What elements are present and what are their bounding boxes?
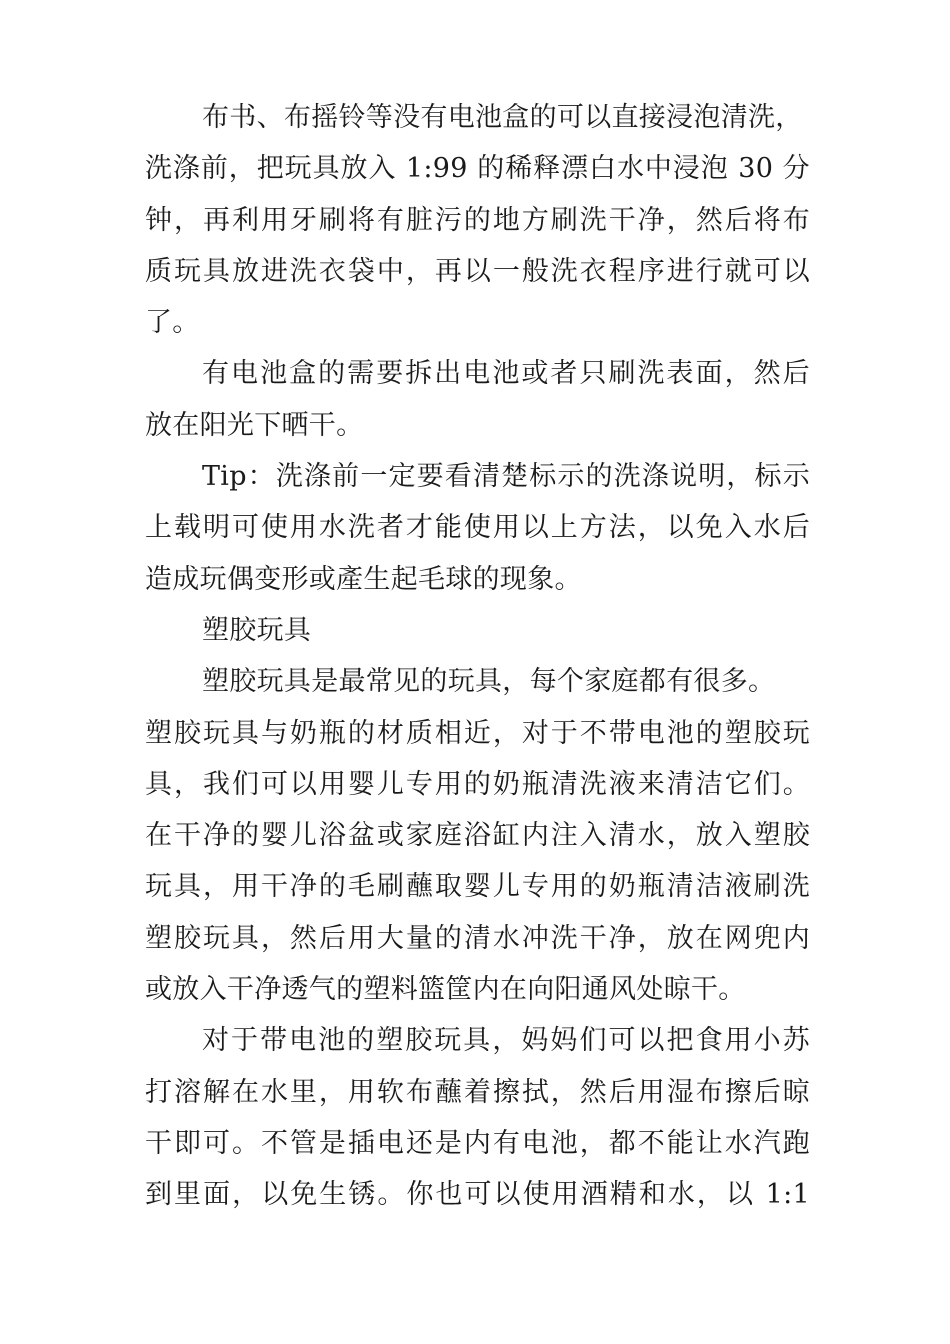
text-line: 玩具，用干净的毛刷蘸取婴儿专用的奶瓶清洁液刷洗 — [145, 871, 810, 903]
text-line: 放在阳光下晒干。 — [145, 409, 364, 441]
text-line: Tip：洗涤前一定要看清楚标示的洗涤说明，标示 — [202, 461, 810, 493]
document-page — [145, 92, 810, 1221]
text-line: 塑胶玩具是最常见的玩具，每个家庭都有很多。 — [202, 666, 776, 698]
text-line: 有电池盒的需要拆出电池或者只刷洗表面，然后 — [202, 358, 810, 390]
text-line: 塑胶玩具与奶瓶的材质相近，对于不带电池的塑胶玩 — [145, 717, 810, 749]
text-line: 具，我们可以用婴儿专用的奶瓶清洗液来清洁它们。 — [145, 768, 810, 800]
paragraph-plastic-toys — [145, 656, 810, 1015]
text-line: 干即可。不管是插电还是内有电池，都不能让水汽跑 — [145, 1127, 810, 1159]
paragraph-tip — [145, 451, 810, 605]
text-line: 或放入干净透气的塑料篮筐内在向阳通风处晾干。 — [145, 974, 746, 1006]
text-line: 钟，再利用牙刷将有脏污的地方刷洗干净，然后将布 — [145, 204, 810, 236]
text-line: 布书、布摇铃等没有电池盒的可以直接浸泡清洗， — [202, 102, 803, 133]
text-line: 在干净的婴儿浴盆或家庭浴缸内注入清水，放入塑胶 — [145, 820, 810, 852]
paragraph-battery-box — [145, 348, 810, 451]
text-line: 造成玩偶变形或產生起毛球的现象。 — [145, 563, 582, 595]
section-heading: 塑胶玩具 — [202, 614, 312, 646]
text-line: 洗涤前，把玩具放入 1:99 的稀释漂白水中浸泡 30 分 — [145, 153, 810, 185]
paragraph-fabric-toys — [145, 92, 810, 348]
text-line: 质玩具放进洗衣袋中，再以一般洗衣程序进行就可以 — [145, 255, 810, 287]
text-line: 了。 — [145, 307, 200, 339]
heading-plastic-toys — [145, 605, 810, 656]
text-line: 打溶解在水里，用软布蘸着擦拭，然后用湿布擦后晾 — [145, 1076, 810, 1108]
text-line: 到里面，以免生锈。你也可以使用酒精和水，以 1:1 — [145, 1179, 810, 1211]
text-line: 对于带电池的塑胶玩具，妈妈们可以把食用小苏 — [202, 1025, 810, 1057]
paragraph-battery-plastic-toys — [145, 1015, 810, 1220]
text-line: 上载明可使用水洗者才能使用以上方法，以免入水后 — [145, 512, 810, 544]
text-line: 塑胶玩具，然后用大量的清水冲洗干净，放在网兜内 — [145, 922, 810, 954]
